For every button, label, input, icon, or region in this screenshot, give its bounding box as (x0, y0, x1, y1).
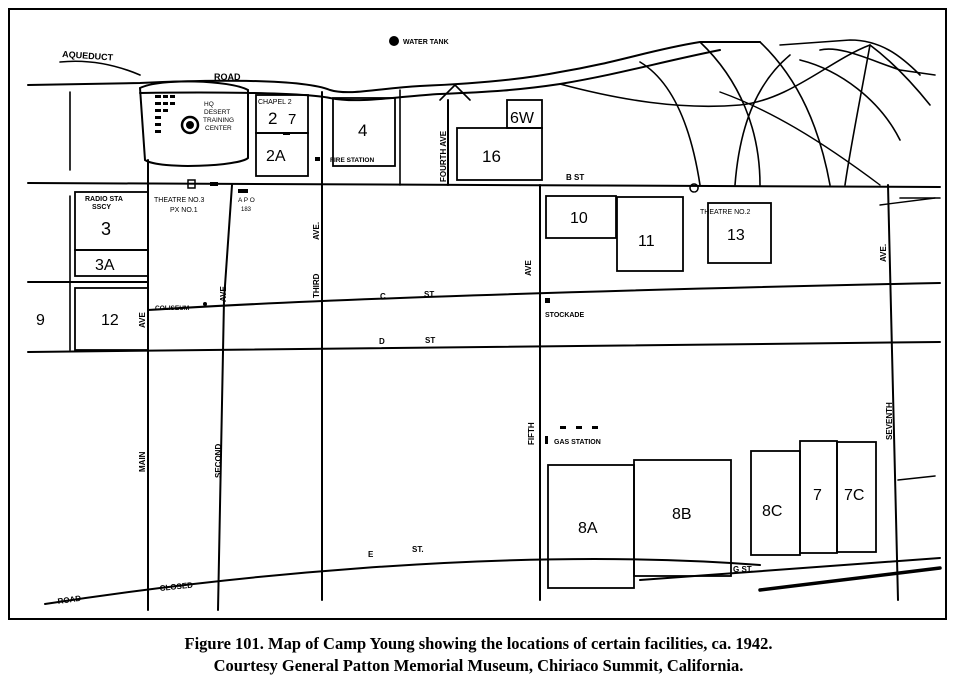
area-2-mark: 7 (288, 111, 297, 128)
hill-road-5 (845, 45, 870, 185)
d-st-label-2: ST (425, 336, 436, 345)
area-13-label: 13 (727, 227, 745, 244)
radio-station-line2: SSCY (92, 204, 112, 211)
g-street-rail (760, 568, 940, 590)
water-tank-label: WATER TANK (403, 39, 449, 46)
area-8b-label: 8B (672, 506, 692, 523)
fifth-ave-lower-label: FIFTH (527, 422, 536, 445)
coliseum-label: COLISEUM (155, 305, 190, 312)
chapel-icon (283, 132, 290, 135)
third-ave-label-2: AVE. (312, 221, 321, 240)
area-6w-label: 6W (510, 110, 534, 127)
hq-label-line3: TRAINING (203, 117, 235, 124)
fourth-ave-label: FOURTH AVE (439, 130, 448, 182)
road-label: ROAD (214, 72, 241, 82)
aqueduct-line (60, 61, 140, 75)
second-ave-upper-label: AVE (219, 286, 228, 302)
seventh-avenue (888, 185, 898, 600)
hq-label-line2: DESERT (204, 109, 231, 116)
hill-road-10 (640, 62, 700, 185)
area-11-label: 11 (638, 233, 655, 250)
road-closed-label-2: CLOSED (159, 580, 194, 593)
main-ave-upper-label: AVE (138, 312, 147, 328)
caption-line-2: Courtesy General Patton Memorial Museum, Chiriaco Summit, California. (213, 656, 744, 675)
seventh-ave-lower-label: SEVENTH (885, 402, 894, 440)
area-7-label: 7 (813, 487, 822, 504)
water-tank-icon (389, 36, 399, 46)
main-ave-lower-label: MAIN (138, 451, 147, 472)
hill-road-6 (870, 45, 930, 105)
d-street (28, 342, 940, 352)
area-8c-label: 8C (762, 503, 783, 520)
area-10-label: 10 (570, 210, 588, 227)
area-3-label: 3 (101, 219, 112, 239)
stockade-label: STOCKADE (545, 312, 585, 319)
area-7c-label: 7C (844, 487, 865, 504)
second-ave-lower-label: SECOND (214, 443, 223, 478)
px-no1-label: PX NO.1 (170, 207, 198, 214)
theatre-no3-label: THEATRE NO.3 (154, 197, 205, 204)
e-st-label-1: E (368, 550, 374, 559)
road-closed-label-1: ROAD (57, 593, 82, 606)
second-avenue (218, 185, 232, 610)
hq-label-line1: HQ (204, 101, 214, 108)
apo-label-line2: 183 (241, 207, 252, 213)
gas-station-label: GAS STATION (554, 439, 601, 446)
apo-icon (238, 189, 248, 193)
caption-line-1: Figure 101. Map of Camp Young showing the locations of certain facilities, ca. 1942. (184, 634, 773, 653)
area-2-label: 2 (268, 109, 278, 128)
fire-station-label: FIRE STATION (330, 157, 375, 164)
road-top (28, 42, 760, 92)
e-st-label-2: ST. (412, 545, 424, 554)
g-st-label: G ST. (733, 565, 754, 574)
area-12-label: 12 (101, 312, 119, 329)
area-2a-label: 2A (266, 148, 286, 165)
d-st-label-1: D (379, 337, 385, 346)
c-st-label-2: ST (424, 290, 435, 299)
apo-label-line1: A P O (238, 197, 255, 204)
area-9-label: 9 (36, 312, 45, 329)
hq-label-line4: CENTER (205, 125, 232, 132)
area-16-label: 16 (482, 147, 501, 166)
fifth-ave-upper-label: AVE (524, 260, 533, 276)
b-st-label: B ST (566, 173, 585, 182)
e-street (45, 559, 760, 604)
area-4-label: 4 (358, 121, 368, 140)
stockade-icon (545, 298, 550, 303)
c-st-label-1: C (380, 292, 386, 301)
hill-road-2 (700, 42, 760, 185)
b-street (28, 183, 940, 187)
theatre-no2-label: THEATRE NO.2 (700, 209, 751, 216)
chapel-label: CHAPEL 2 (258, 99, 292, 106)
area-3a-label: 3A (95, 257, 115, 274)
radio-station-line1: RADIO STA (85, 196, 123, 203)
third-ave-label-1: THIRD (312, 273, 321, 298)
seventh-ave-upper-label: AVE. (879, 243, 888, 262)
aqueduct-label: AQUEDUCT (61, 49, 114, 63)
area-8a-label: 8A (578, 520, 598, 537)
gas-station-icon (545, 436, 548, 444)
